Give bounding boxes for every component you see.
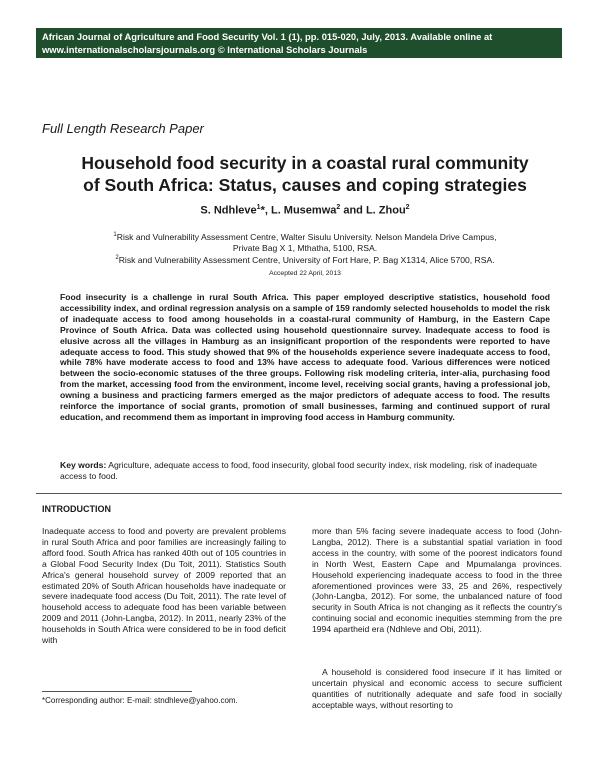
paper-type-label: Full Length Research Paper: [42, 121, 204, 136]
title-line-2: of South Africa: Status, causes and coping strategies: [83, 175, 527, 195]
affiliation-2-line-1: Risk and Vulnerability Assessment Centre, University of Fort Hare, P. Bag X1314, Alice 5700, RSA.: [118, 254, 495, 265]
author-1-corresponding-mark: *,: [260, 204, 271, 217]
footnote-rule: [42, 691, 192, 692]
intro-right-column-para-1: more than 5% facing severe inadequate access to food (John-Langba, 2012). There is a substantial spatial variation in food access in the country, with some of the poorest indicators found in North West, Eastern Cape and Mpumalanga provinces. Household experiencing inadequate access to food in the three aforementioned provinces were 33, 25 and 26%, respectively (John-Langba, 2012). For some, the unbalanced nature of food security in South Africa is not changing as it reflects the country's continuing social and economic inequities stemming from the pre 1994 apartheid era (Ndhleve and Obi, 2011).: [312, 526, 562, 635]
author-3: L. Zhou: [365, 204, 406, 217]
corresponding-author-footnote: *Corresponding author: E-mail: stndhleve@yahoo.com.: [42, 696, 238, 705]
affiliation-2-number: 2: [115, 255, 119, 261]
section-divider: [36, 493, 562, 494]
paper-title: [42, 152, 568, 196]
affiliation-2: [70, 253, 540, 266]
author-2-affil: 2: [336, 204, 341, 211]
keywords-label: Key words:: [60, 460, 107, 470]
author-3-affil: 2: [405, 204, 410, 211]
title-line-1: Household food security in a coastal rural community: [81, 153, 529, 173]
author-separator: and: [340, 204, 366, 217]
journal-banner: [36, 28, 562, 58]
affiliation-1-line-2: Private Bag X 1, Mthatha, 5100, RSA.: [232, 243, 378, 254]
keywords-text: Agriculture, adequate access to food, food insecurity, global food security index, risk modeling, risk of inadequate access to food.: [60, 460, 538, 481]
author-1: S. Ndhleve: [200, 204, 257, 217]
section-heading-introduction: INTRODUCTION: [42, 504, 111, 514]
affiliation-1-number: 1: [113, 232, 117, 238]
author-list: [42, 204, 568, 217]
intro-left-column: Inadequate access to food and poverty are prevalent problems in rural South Africa and poor families are increasingly failing to afford food. South Africa has ranked 40th out of 105 countries in a Global Food Security Index (Du Toit, 2011). Statistics South Africa's general household survey of 2009 reported that an estimated 20% of South African households have inadequate or severe inadequate food access (Du Toit, 2011). The rate level of household access to adequate food has been variable between 2009 and 2011 (John-Langba, 2012). In 2011, nearly 23% of the households in South Africa were considered to be in food deficit with: [42, 526, 286, 646]
banner-line-1: African Journal of Agriculture and Food Security Vol. 1 (1), pp. 015-020, July, 2013. Available online at: [42, 31, 493, 42]
keywords: [60, 460, 550, 482]
accepted-date: Accepted 22 April, 2013: [269, 270, 341, 277]
affiliation-1: [70, 230, 540, 255]
author-1-affil: 1: [256, 204, 261, 211]
affiliation-1-line-1: Risk and Vulnerability Assessment Centre, Walter Sisulu University. Nelson Mandela Drive Campus,: [116, 231, 497, 242]
author-2: L. Musemwa: [270, 204, 337, 217]
intro-right-column-para-2: A household is considered food insecure if it has limited or uncertain physical and economic access to secure sufficient quantities of nutritionally adequate and safe food in socially acceptable ways, without resorting to: [312, 667, 562, 710]
abstract: Food insecurity is a challenge in rural South Africa. This paper employed descriptive statistics, household food accessibility index, and ordinal regression analysis on a sample of 159 randomly selected households to model the risk of inadequate access to food among households in a coastal-rural community of Hamburg, in the Eastern Cape Province of South Africa. Data was collected using household questionnaire survey. Inadequate access to food is elusive across all the villages in Hamburg as an insignificant proportion of the respondents were reported to have adequate access to food. This study showed that 9% of the households experience severe inadequate access to food, while 78% have moderate access to food and 13% have access to adequate food. Various differences were noticed between the socio-economic statuses of the three groups. Following risk modeling criteria, inter-alia, purchasing food from the market, accessing food from the environment, income level, receiving social grants, having a professional job, owning a business and practicing farmers emerged as the major predictors of adequate access to food. The results reinforce the importance of social grants, promotion of small businesses, farming and continued support of rural education, and recommend them as important in improving food access in Hamburg community.: [60, 292, 550, 422]
banner-line-2: www.internationalscholarsjournals.org © International Scholars Journals: [42, 44, 368, 55]
